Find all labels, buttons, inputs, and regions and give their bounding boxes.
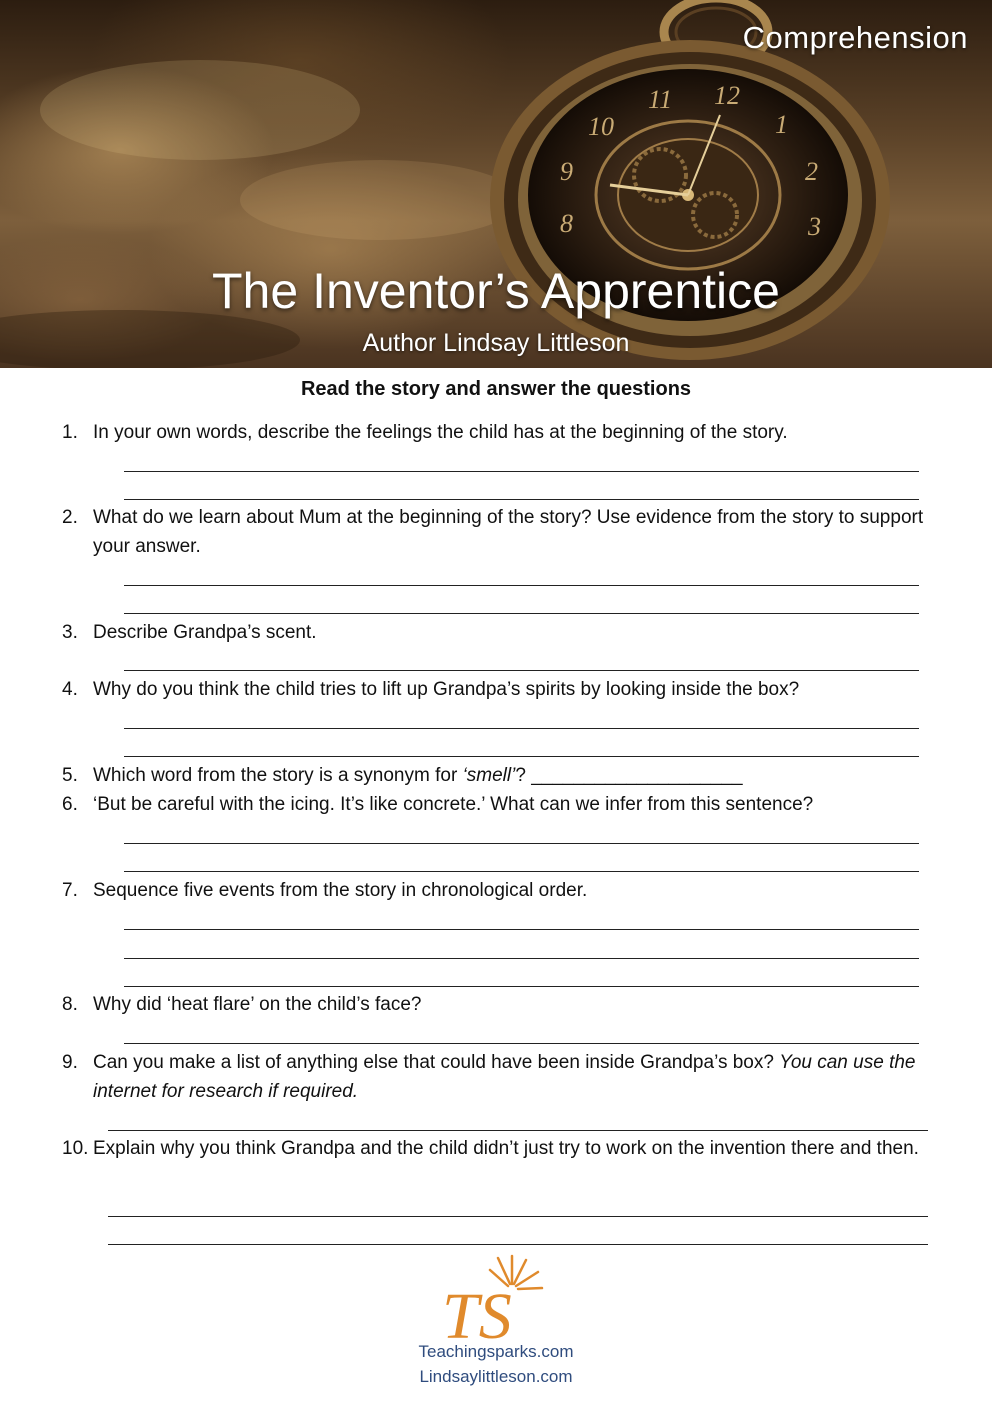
teachingsparks-logo	[438, 1254, 548, 1344]
answer-line[interactable]	[124, 843, 919, 844]
watch-numeral: 8	[560, 209, 573, 238]
question-text: What do we learn about Mum at the beginning of the story? Use evidence from the story to support your answer.	[93, 507, 924, 557]
question-number: 9.	[62, 1052, 78, 1073]
question-number: 4.	[62, 679, 78, 700]
watch-numeral: 1	[775, 110, 788, 139]
question-text-italic: ‘smell’	[462, 765, 516, 786]
answer-line[interactable]	[124, 871, 919, 872]
question-number: 6.	[62, 794, 78, 815]
footer-site-lindsaylittleson[interactable]: Lindsaylittleson.com	[419, 1367, 573, 1386]
answer-line[interactable]	[124, 670, 919, 671]
question-text: In your own words, describe the feelings the child has at the beginning of the story.	[93, 422, 788, 443]
question-number: 3.	[62, 622, 78, 643]
answer-line[interactable]	[124, 613, 919, 614]
watch-numeral: 9	[560, 157, 573, 186]
question-text-main: Can you make a list of anything else that could have been inside Grandpa’s box?	[93, 1052, 780, 1073]
answer-line[interactable]	[124, 958, 919, 959]
question-text-italic: You can use the internet for research if required.	[93, 1052, 916, 1102]
question-text: Sequence five events from the story in chronological order.	[93, 880, 588, 901]
category-label: Comprehension	[742, 20, 968, 55]
worksheet-title: The Inventor’s Apprentice	[212, 263, 780, 319]
question-number: 8.	[62, 994, 78, 1015]
question-number: 5.	[62, 765, 78, 786]
answer-line[interactable]	[108, 1130, 928, 1131]
author-line: Author Lindsay Littleson	[362, 329, 630, 357]
footer-site-teachingsparks[interactable]: Teachingsparks.com	[418, 1342, 574, 1361]
answer-line[interactable]	[124, 499, 919, 500]
answer-line[interactable]	[124, 585, 919, 586]
watch-numeral: 12	[714, 81, 740, 110]
question-text: ‘But be careful with the icing. It’s like concrete.’ What can we infer from this sentence?	[93, 794, 814, 815]
answer-line[interactable]	[124, 1043, 919, 1044]
watch-numeral: 11	[648, 85, 673, 114]
answer-line[interactable]	[124, 728, 919, 729]
watch-numeral: 2	[805, 157, 818, 186]
question-text-main: Which word from the story is a synonym for	[93, 765, 463, 786]
answer-line[interactable]	[124, 986, 919, 987]
answer-line[interactable]	[124, 471, 919, 472]
question-text	[93, 1048, 933, 1106]
watch-numeral: 10	[588, 112, 614, 141]
watch-numeral: 3	[808, 212, 821, 241]
answer-line[interactable]	[108, 1216, 928, 1217]
question-number: 1.	[62, 422, 78, 443]
question-text: Explain why you think Grandpa and the child didn’t just try to work on the invention there and then.	[93, 1138, 919, 1159]
question-number: 2.	[62, 507, 78, 528]
question-number: 10.	[62, 1138, 89, 1159]
question-text: Why do you think the child tries to lift up Grandpa’s spirits by looking inside the box?	[93, 679, 800, 700]
question-text: Why did ‘heat flare’ on the child’s face?	[93, 994, 422, 1015]
answer-line[interactable]	[124, 929, 919, 930]
header-banner	[0, 0, 992, 368]
answer-line[interactable]	[108, 1244, 928, 1245]
question-text: Describe Grandpa’s scent.	[93, 622, 317, 643]
instructions-heading: Read the story and answer the questions	[300, 378, 692, 400]
question-text	[93, 761, 933, 790]
question-text-answer-blank[interactable]: ? ____________________	[515, 765, 743, 786]
question-number: 7.	[62, 880, 78, 901]
answer-line[interactable]	[124, 756, 919, 757]
logo-lettering: TS	[442, 1280, 512, 1344]
